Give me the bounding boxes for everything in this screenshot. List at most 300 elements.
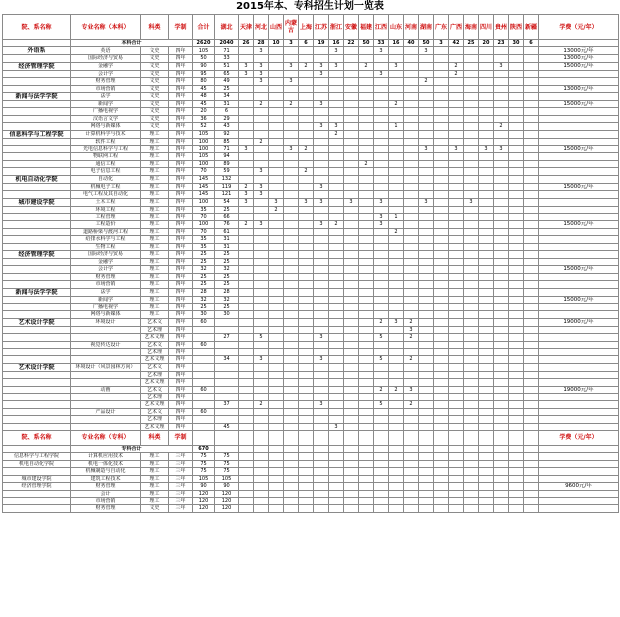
zk-header-blank	[329, 431, 344, 446]
zk-duration-cell: 三年	[169, 460, 193, 467]
province-cell	[509, 130, 524, 138]
zk-province-cell	[494, 460, 509, 467]
province-cell	[269, 168, 284, 175]
province-cell	[359, 123, 374, 130]
total-cell: 35	[193, 236, 215, 243]
province-cell	[449, 296, 464, 303]
province-cell	[449, 130, 464, 138]
header-province: 湖北	[215, 15, 239, 40]
dept-cell	[3, 296, 71, 303]
major-cell: 通信工程	[71, 160, 141, 167]
zk-province-cell	[299, 490, 314, 497]
province-cell	[374, 130, 389, 138]
zk-province-cell	[494, 505, 509, 512]
zk-province-cell	[464, 505, 479, 512]
province-cell	[434, 213, 449, 220]
province-cell	[344, 130, 359, 138]
province-cell	[494, 311, 509, 318]
province-cell: 3	[374, 213, 389, 220]
zk-province-cell	[314, 475, 329, 482]
province-cell	[344, 356, 359, 363]
table-row	[3, 356, 619, 363]
province-cell	[449, 258, 464, 265]
province-cell	[509, 175, 524, 183]
summary-value: 26	[239, 40, 254, 47]
zk-province-cell	[524, 453, 539, 460]
province-cell	[344, 394, 359, 401]
summary-value: 28	[254, 40, 269, 47]
zk-duration-cell: 三年	[169, 490, 193, 497]
zk-province-cell	[329, 475, 344, 482]
fee-cell	[539, 206, 619, 213]
duration-cell: 四年	[169, 273, 193, 280]
province-cell	[284, 213, 299, 220]
province-cell	[299, 123, 314, 130]
province-cell	[494, 423, 509, 430]
province-cell	[449, 47, 464, 55]
duration-cell: 四年	[169, 394, 193, 401]
province-cell	[419, 206, 434, 213]
province-cell	[344, 416, 359, 423]
province-cell	[479, 326, 494, 333]
duration-cell: 四年	[169, 288, 193, 296]
province-cell	[374, 101, 389, 108]
major-cell	[71, 394, 141, 401]
province-cell	[269, 146, 284, 153]
province-cell	[389, 93, 404, 101]
header-province: 广西	[449, 15, 464, 40]
zk-province-cell	[509, 497, 524, 504]
zk-province-cell	[254, 475, 269, 482]
province-cell	[494, 356, 509, 363]
province-cell: 66	[215, 213, 239, 220]
province-cell	[359, 258, 374, 265]
province-cell	[509, 341, 524, 348]
province-cell	[299, 423, 314, 430]
province-cell	[314, 168, 329, 175]
province-cell	[359, 288, 374, 296]
province-cell: 3	[314, 62, 329, 70]
province-cell	[419, 416, 434, 423]
province-cell	[299, 386, 314, 393]
duration-cell: 四年	[169, 318, 193, 326]
zk-province-cell	[434, 483, 449, 490]
province-cell	[374, 138, 389, 145]
province-cell	[509, 243, 524, 250]
province-cell	[419, 62, 434, 70]
zk-table-row	[3, 490, 619, 497]
zk-province-cell	[359, 505, 374, 512]
province-cell: 30	[215, 311, 239, 318]
zk-province-cell	[419, 497, 434, 504]
province-cell	[215, 379, 239, 386]
zk-hubei-cell: 120	[215, 505, 239, 512]
fee-cell	[539, 191, 619, 198]
province-cell	[524, 334, 539, 341]
province-cell	[254, 206, 269, 213]
province-cell	[329, 243, 344, 250]
province-cell	[329, 379, 344, 386]
province-cell	[509, 78, 524, 85]
province-cell	[329, 326, 344, 333]
province-cell	[389, 303, 404, 310]
province-cell	[419, 55, 434, 62]
province-cell	[419, 130, 434, 138]
province-cell	[479, 386, 494, 393]
province-cell	[329, 416, 344, 423]
duration-cell: 四年	[169, 363, 193, 371]
province-cell: 3	[404, 386, 419, 393]
province-cell: 25	[215, 303, 239, 310]
province-cell	[449, 401, 464, 408]
province-cell	[494, 288, 509, 296]
zk-province-cell	[449, 505, 464, 512]
zk-province-cell	[314, 453, 329, 460]
province-cell	[284, 228, 299, 235]
province-cell	[359, 408, 374, 415]
zk-header-blank	[509, 431, 524, 446]
province-cell	[239, 386, 254, 393]
zk-province-cell	[434, 497, 449, 504]
summary-value: 40	[404, 40, 419, 47]
zk-province-cell	[284, 475, 299, 482]
province-cell	[314, 146, 329, 153]
zk-summary-value	[215, 446, 239, 453]
province-cell	[215, 341, 239, 348]
dept-cell	[3, 386, 71, 393]
province-cell	[449, 175, 464, 183]
province-cell	[269, 228, 284, 235]
province-cell: 3	[329, 62, 344, 70]
zk-header-blank	[389, 431, 404, 446]
province-cell: 59	[215, 168, 239, 175]
summary-value: 19	[314, 40, 329, 47]
province-cell	[509, 334, 524, 341]
header-major: 专业名称（本科）	[71, 15, 141, 40]
province-cell	[284, 221, 299, 228]
province-cell	[254, 228, 269, 235]
zk-province-cell	[329, 483, 344, 490]
zk-province-cell	[494, 475, 509, 482]
province-cell	[479, 303, 494, 310]
province-cell	[494, 281, 509, 288]
province-cell	[254, 213, 269, 220]
province-cell	[299, 363, 314, 371]
province-cell	[389, 160, 404, 167]
total-cell: 25	[193, 273, 215, 280]
table-row	[3, 85, 619, 92]
province-cell	[524, 371, 539, 378]
province-cell	[215, 326, 239, 333]
province-cell	[239, 326, 254, 333]
province-cell	[329, 168, 344, 175]
province-cell	[524, 115, 539, 122]
total-cell: 52	[193, 123, 215, 130]
table-row	[3, 349, 619, 356]
zk-province-cell	[344, 468, 359, 475]
province-cell	[284, 138, 299, 145]
zk-header-blank	[374, 431, 389, 446]
zk-province-cell	[329, 468, 344, 475]
zk-province-cell	[359, 490, 374, 497]
province-cell: 3	[314, 334, 329, 341]
province-cell	[389, 78, 404, 85]
province-cell	[524, 168, 539, 175]
province-cell	[434, 258, 449, 265]
province-cell	[449, 108, 464, 115]
province-cell	[479, 250, 494, 258]
duration-cell: 四年	[169, 206, 193, 213]
total-cell: 32	[193, 266, 215, 273]
province-cell	[269, 153, 284, 160]
header-province: 福建	[359, 15, 374, 40]
summary-value: 22	[344, 40, 359, 47]
province-cell	[359, 296, 374, 303]
province-cell: 3	[314, 101, 329, 108]
province-cell	[419, 101, 434, 108]
province-cell	[419, 183, 434, 190]
zk-hubei-cell: 75	[215, 453, 239, 460]
zk-province-cell	[239, 483, 254, 490]
province-cell	[449, 191, 464, 198]
duration-cell: 四年	[169, 130, 193, 138]
province-cell	[269, 101, 284, 108]
province-cell	[434, 371, 449, 378]
province-cell	[314, 281, 329, 288]
province-cell	[419, 303, 434, 310]
province-cell	[509, 221, 524, 228]
province-cell	[464, 62, 479, 70]
province-cell	[479, 236, 494, 243]
zk-header-blank	[524, 431, 539, 446]
zk-province-cell	[434, 453, 449, 460]
dept-cell	[3, 334, 71, 341]
table-row	[3, 175, 619, 183]
plan-table	[2, 14, 619, 513]
province-cell	[314, 115, 329, 122]
province-cell	[449, 153, 464, 160]
fee-cell	[539, 160, 619, 167]
total-cell: 105	[193, 130, 215, 138]
table-row	[3, 62, 619, 70]
province-cell	[299, 47, 314, 55]
province-cell	[419, 228, 434, 235]
total-cell: 32	[193, 296, 215, 303]
zk-major-cell: 财务管理	[71, 505, 141, 512]
province-cell: 3	[239, 62, 254, 70]
province-cell	[404, 85, 419, 92]
table-row	[3, 341, 619, 348]
province-cell	[389, 334, 404, 341]
total-cell: 100	[193, 146, 215, 153]
province-cell: 2	[284, 101, 299, 108]
major-cell: 新闻学	[71, 101, 141, 108]
zk-summary-value	[299, 446, 314, 453]
province-cell	[269, 311, 284, 318]
province-cell: 85	[215, 138, 239, 145]
province-cell	[329, 303, 344, 310]
province-cell	[254, 85, 269, 92]
province-cell	[494, 206, 509, 213]
province-cell	[299, 206, 314, 213]
zk-summary-value	[374, 446, 389, 453]
province-cell	[389, 168, 404, 175]
province-cell	[434, 130, 449, 138]
zk-province-cell	[314, 490, 329, 497]
province-cell	[329, 206, 344, 213]
province-cell	[284, 130, 299, 138]
province-cell	[434, 228, 449, 235]
province-cell	[404, 303, 419, 310]
category-cell: 文史	[141, 62, 169, 70]
province-cell: 5	[374, 401, 389, 408]
province-cell	[299, 250, 314, 258]
category-cell: 理工	[141, 250, 169, 258]
major-cell: 网络与新媒体	[71, 123, 141, 130]
province-cell	[329, 266, 344, 273]
province-cell	[389, 258, 404, 265]
province-cell	[359, 78, 374, 85]
province-cell	[269, 183, 284, 190]
province-cell	[419, 266, 434, 273]
province-cell: 3	[494, 62, 509, 70]
province-cell	[254, 175, 269, 183]
province-cell	[494, 55, 509, 62]
dept-cell	[3, 108, 71, 115]
province-cell	[344, 160, 359, 167]
province-cell	[344, 175, 359, 183]
province-cell	[284, 416, 299, 423]
province-cell	[344, 386, 359, 393]
province-cell	[479, 191, 494, 198]
zk-province-cell	[524, 483, 539, 490]
province-cell: 3	[464, 198, 479, 206]
province-cell	[299, 160, 314, 167]
province-cell	[239, 108, 254, 115]
total-cell: 100	[193, 160, 215, 167]
zk-summary-value	[329, 446, 344, 453]
province-cell	[389, 288, 404, 296]
province-cell	[284, 123, 299, 130]
province-cell	[284, 334, 299, 341]
province-cell	[509, 146, 524, 153]
zk-province-cell	[509, 453, 524, 460]
province-cell: 31	[215, 101, 239, 108]
province-cell: 3	[314, 401, 329, 408]
province-cell	[344, 191, 359, 198]
province-cell	[479, 183, 494, 190]
table-row	[3, 326, 619, 333]
province-cell	[254, 318, 269, 326]
duration-cell: 四年	[169, 47, 193, 55]
zk-province-cell	[389, 505, 404, 512]
province-cell	[434, 303, 449, 310]
province-cell	[239, 371, 254, 378]
dept-cell	[3, 356, 71, 363]
zk-province-cell	[464, 453, 479, 460]
province-cell	[524, 281, 539, 288]
duration-cell: 四年	[169, 138, 193, 145]
zk-hubei-cell: 105	[215, 475, 239, 482]
province-cell	[494, 318, 509, 326]
province-cell	[344, 228, 359, 235]
zk-province-cell	[464, 475, 479, 482]
duration-cell: 四年	[169, 416, 193, 423]
category-cell: 理工	[141, 213, 169, 220]
header-province: 内蒙古	[284, 15, 299, 40]
province-cell: 61	[215, 228, 239, 235]
province-cell	[404, 408, 419, 415]
major-cell	[71, 334, 141, 341]
province-cell	[374, 288, 389, 296]
province-cell	[419, 123, 434, 130]
province-cell	[359, 206, 374, 213]
major-cell: 给排水科学与工程	[71, 236, 141, 243]
major-cell: 环境设计	[71, 318, 141, 326]
province-cell	[239, 55, 254, 62]
category-cell: 理工	[141, 153, 169, 160]
province-cell	[494, 47, 509, 55]
summary-value: 30	[509, 40, 524, 47]
zk-province-cell	[449, 453, 464, 460]
province-cell	[419, 296, 434, 303]
province-cell: 37	[215, 401, 239, 408]
province-cell: 2	[404, 318, 419, 326]
province-cell	[329, 408, 344, 415]
province-cell	[269, 303, 284, 310]
table-row	[3, 221, 619, 228]
table-row	[3, 123, 619, 130]
province-cell	[404, 416, 419, 423]
province-cell	[464, 416, 479, 423]
province-cell	[344, 138, 359, 145]
zk-province-cell	[509, 475, 524, 482]
zk-table-row	[3, 483, 619, 490]
province-cell	[419, 356, 434, 363]
major-cell	[71, 401, 141, 408]
header-province: 上海	[299, 15, 314, 40]
province-cell	[404, 363, 419, 371]
province-cell	[524, 101, 539, 108]
province-cell	[524, 416, 539, 423]
province-cell	[419, 386, 434, 393]
province-cell	[344, 78, 359, 85]
province-cell	[254, 416, 269, 423]
province-cell	[329, 138, 344, 145]
province-cell	[389, 311, 404, 318]
fee-cell	[539, 236, 619, 243]
province-cell	[509, 62, 524, 70]
province-cell	[434, 175, 449, 183]
zk-province-cell	[404, 475, 419, 482]
province-cell	[509, 394, 524, 401]
zk-table-row	[3, 497, 619, 504]
header-province: 四川	[479, 15, 494, 40]
province-cell	[494, 258, 509, 265]
zk-dept-cell: 信息科学与工程学院	[3, 453, 71, 460]
province-cell	[254, 243, 269, 250]
province-cell	[239, 281, 254, 288]
province-cell	[344, 250, 359, 258]
province-cell	[404, 47, 419, 55]
zk-province-cell	[359, 453, 374, 460]
zk-province-cell	[254, 468, 269, 475]
zk-province-cell	[524, 490, 539, 497]
province-cell	[389, 416, 404, 423]
province-cell	[314, 175, 329, 183]
province-cell	[359, 228, 374, 235]
province-cell	[269, 123, 284, 130]
